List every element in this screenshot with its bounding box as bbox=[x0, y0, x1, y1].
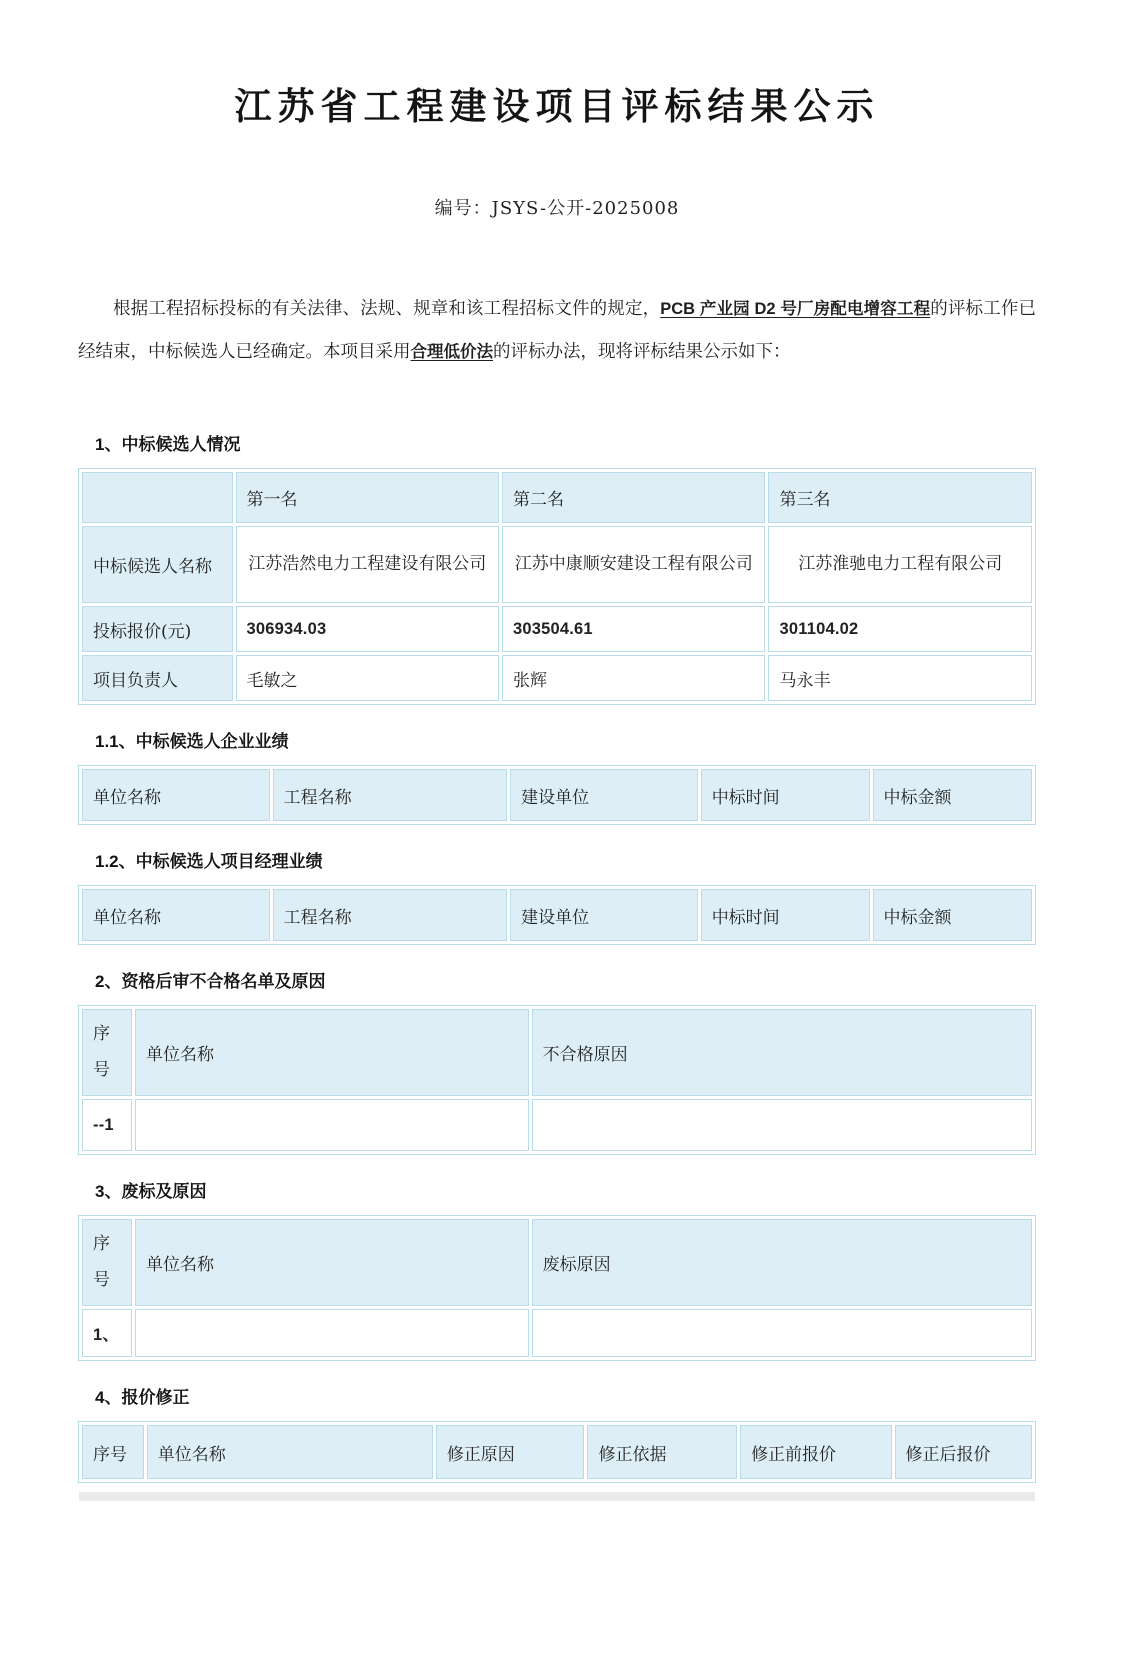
section-1-heading: 1、中标候选人情况 bbox=[95, 435, 241, 455]
table-row bbox=[82, 1219, 1032, 1306]
unit-name-header: 单位名称 bbox=[82, 769, 270, 821]
doc-title: 江苏省工程建设项目评标结果公示 bbox=[234, 84, 880, 128]
correction-basis-header: 修正依据 bbox=[587, 1425, 737, 1479]
bid-price-label: 投标报价(元) bbox=[82, 606, 233, 652]
section-1-1-heading: 1.1、中标候选人企业业绩 bbox=[95, 732, 289, 752]
candidate-name-label: 中标候选人名称 bbox=[82, 526, 233, 603]
table-row bbox=[82, 526, 1032, 603]
table-row bbox=[82, 1009, 1032, 1096]
award-amount-header: 中标金额 bbox=[873, 889, 1032, 941]
candidate-1-price: 306934.03 bbox=[236, 606, 499, 652]
disqualified-row-seq: --1 bbox=[82, 1099, 132, 1151]
table-row bbox=[82, 1099, 1032, 1151]
project-manager-label: 项目负责人 bbox=[82, 655, 233, 701]
manager-performance-table bbox=[78, 885, 1036, 945]
table-row bbox=[82, 606, 1032, 652]
disqualified-row-name bbox=[135, 1099, 529, 1151]
table-row bbox=[82, 889, 1032, 941]
disqualified-table bbox=[78, 1005, 1036, 1155]
price-after-header: 修正后报价 bbox=[895, 1425, 1032, 1479]
correction-reason-header: 修正原因 bbox=[436, 1425, 585, 1479]
unit-name-header: 单位名称 bbox=[147, 1425, 433, 1479]
candidate-2-name: 江苏中康顺安建设工程有限公司 bbox=[502, 526, 765, 603]
project-name-header: 工程名称 bbox=[273, 769, 508, 821]
table-row bbox=[82, 769, 1032, 821]
table-row bbox=[82, 472, 1032, 523]
unit-name-header: 单位名称 bbox=[135, 1009, 529, 1096]
section-4-heading: 4、报价修正 bbox=[95, 1388, 190, 1408]
intro-project-name: PCB 产业园 D2 号厂房配电增容工程 bbox=[660, 300, 931, 318]
seq-no-header: 序号 bbox=[82, 1219, 132, 1306]
construction-unit-header: 建设单位 bbox=[510, 769, 698, 821]
intro-text-2: 的评标工作已经结束，中标候选人已经确定。本项目采用 bbox=[78, 299, 1036, 363]
rejected-row-reason bbox=[532, 1309, 1032, 1357]
section-1-2-heading: 1.2、中标候选人项目经理业绩 bbox=[95, 852, 323, 872]
table-row bbox=[82, 655, 1032, 701]
document-page bbox=[0, 76, 1131, 1501]
candidates-corner-cell bbox=[82, 472, 233, 523]
candidate-1-manager: 毛敏之 bbox=[236, 655, 499, 701]
price-before-header: 修正前报价 bbox=[740, 1425, 891, 1479]
candidate-2-manager: 张辉 bbox=[502, 655, 765, 701]
unit-name-header: 单位名称 bbox=[82, 889, 270, 941]
candidate-3-manager: 马永丰 bbox=[768, 655, 1032, 701]
rank-3-header: 第三名 bbox=[768, 472, 1032, 523]
award-amount-header: 中标金额 bbox=[873, 769, 1032, 821]
rejected-row-seq: 1、 bbox=[82, 1309, 132, 1357]
rejected-bids-table bbox=[78, 1215, 1036, 1361]
intro-text-1: 根据工程招标投标的有关法律、法规、规章和该工程招标文件的规定， bbox=[113, 299, 661, 319]
section-2-heading: 2、资格后审不合格名单及原因 bbox=[95, 972, 326, 992]
candidate-1-name: 江苏浩然电力工程建设有限公司 bbox=[236, 526, 499, 603]
intro-paragraph bbox=[78, 288, 1036, 374]
rank-2-header: 第二名 bbox=[502, 472, 765, 523]
seq-no-header: 序号 bbox=[82, 1009, 132, 1096]
project-name-header: 工程名称 bbox=[273, 889, 508, 941]
rejected-row-name bbox=[135, 1309, 529, 1357]
enterprise-performance-table bbox=[78, 765, 1036, 825]
section-3-heading: 3、废标及原因 bbox=[95, 1182, 207, 1202]
table-row bbox=[82, 1425, 1032, 1479]
unit-name-header: 单位名称 bbox=[135, 1219, 529, 1306]
seq-no-header: 序号 bbox=[82, 1425, 144, 1479]
candidate-3-name: 江苏淮驰电力工程有限公司 bbox=[768, 526, 1032, 603]
disqualify-reason-header: 不合格原因 bbox=[532, 1009, 1032, 1096]
intro-method-name: 合理低价法 bbox=[410, 343, 493, 362]
doc-number: 编号：JSYS-公开-2025008 bbox=[434, 198, 680, 219]
award-time-header: 中标时间 bbox=[701, 889, 870, 941]
construction-unit-header: 建设单位 bbox=[510, 889, 698, 941]
price-correction-table bbox=[78, 1421, 1036, 1483]
award-time-header: 中标时间 bbox=[701, 769, 870, 821]
reject-reason-header: 废标原因 bbox=[532, 1219, 1032, 1306]
candidate-2-price: 303504.61 bbox=[502, 606, 765, 652]
page-bottom-strip bbox=[79, 1492, 1035, 1501]
disqualified-row-reason bbox=[532, 1099, 1032, 1151]
candidate-3-price: 301104.02 bbox=[768, 606, 1032, 652]
rank-1-header: 第一名 bbox=[236, 472, 499, 523]
table-row bbox=[82, 1309, 1032, 1357]
candidates-table bbox=[78, 468, 1036, 705]
intro-text-3: 的评标办法，现将评标结果公示如下： bbox=[493, 342, 791, 363]
